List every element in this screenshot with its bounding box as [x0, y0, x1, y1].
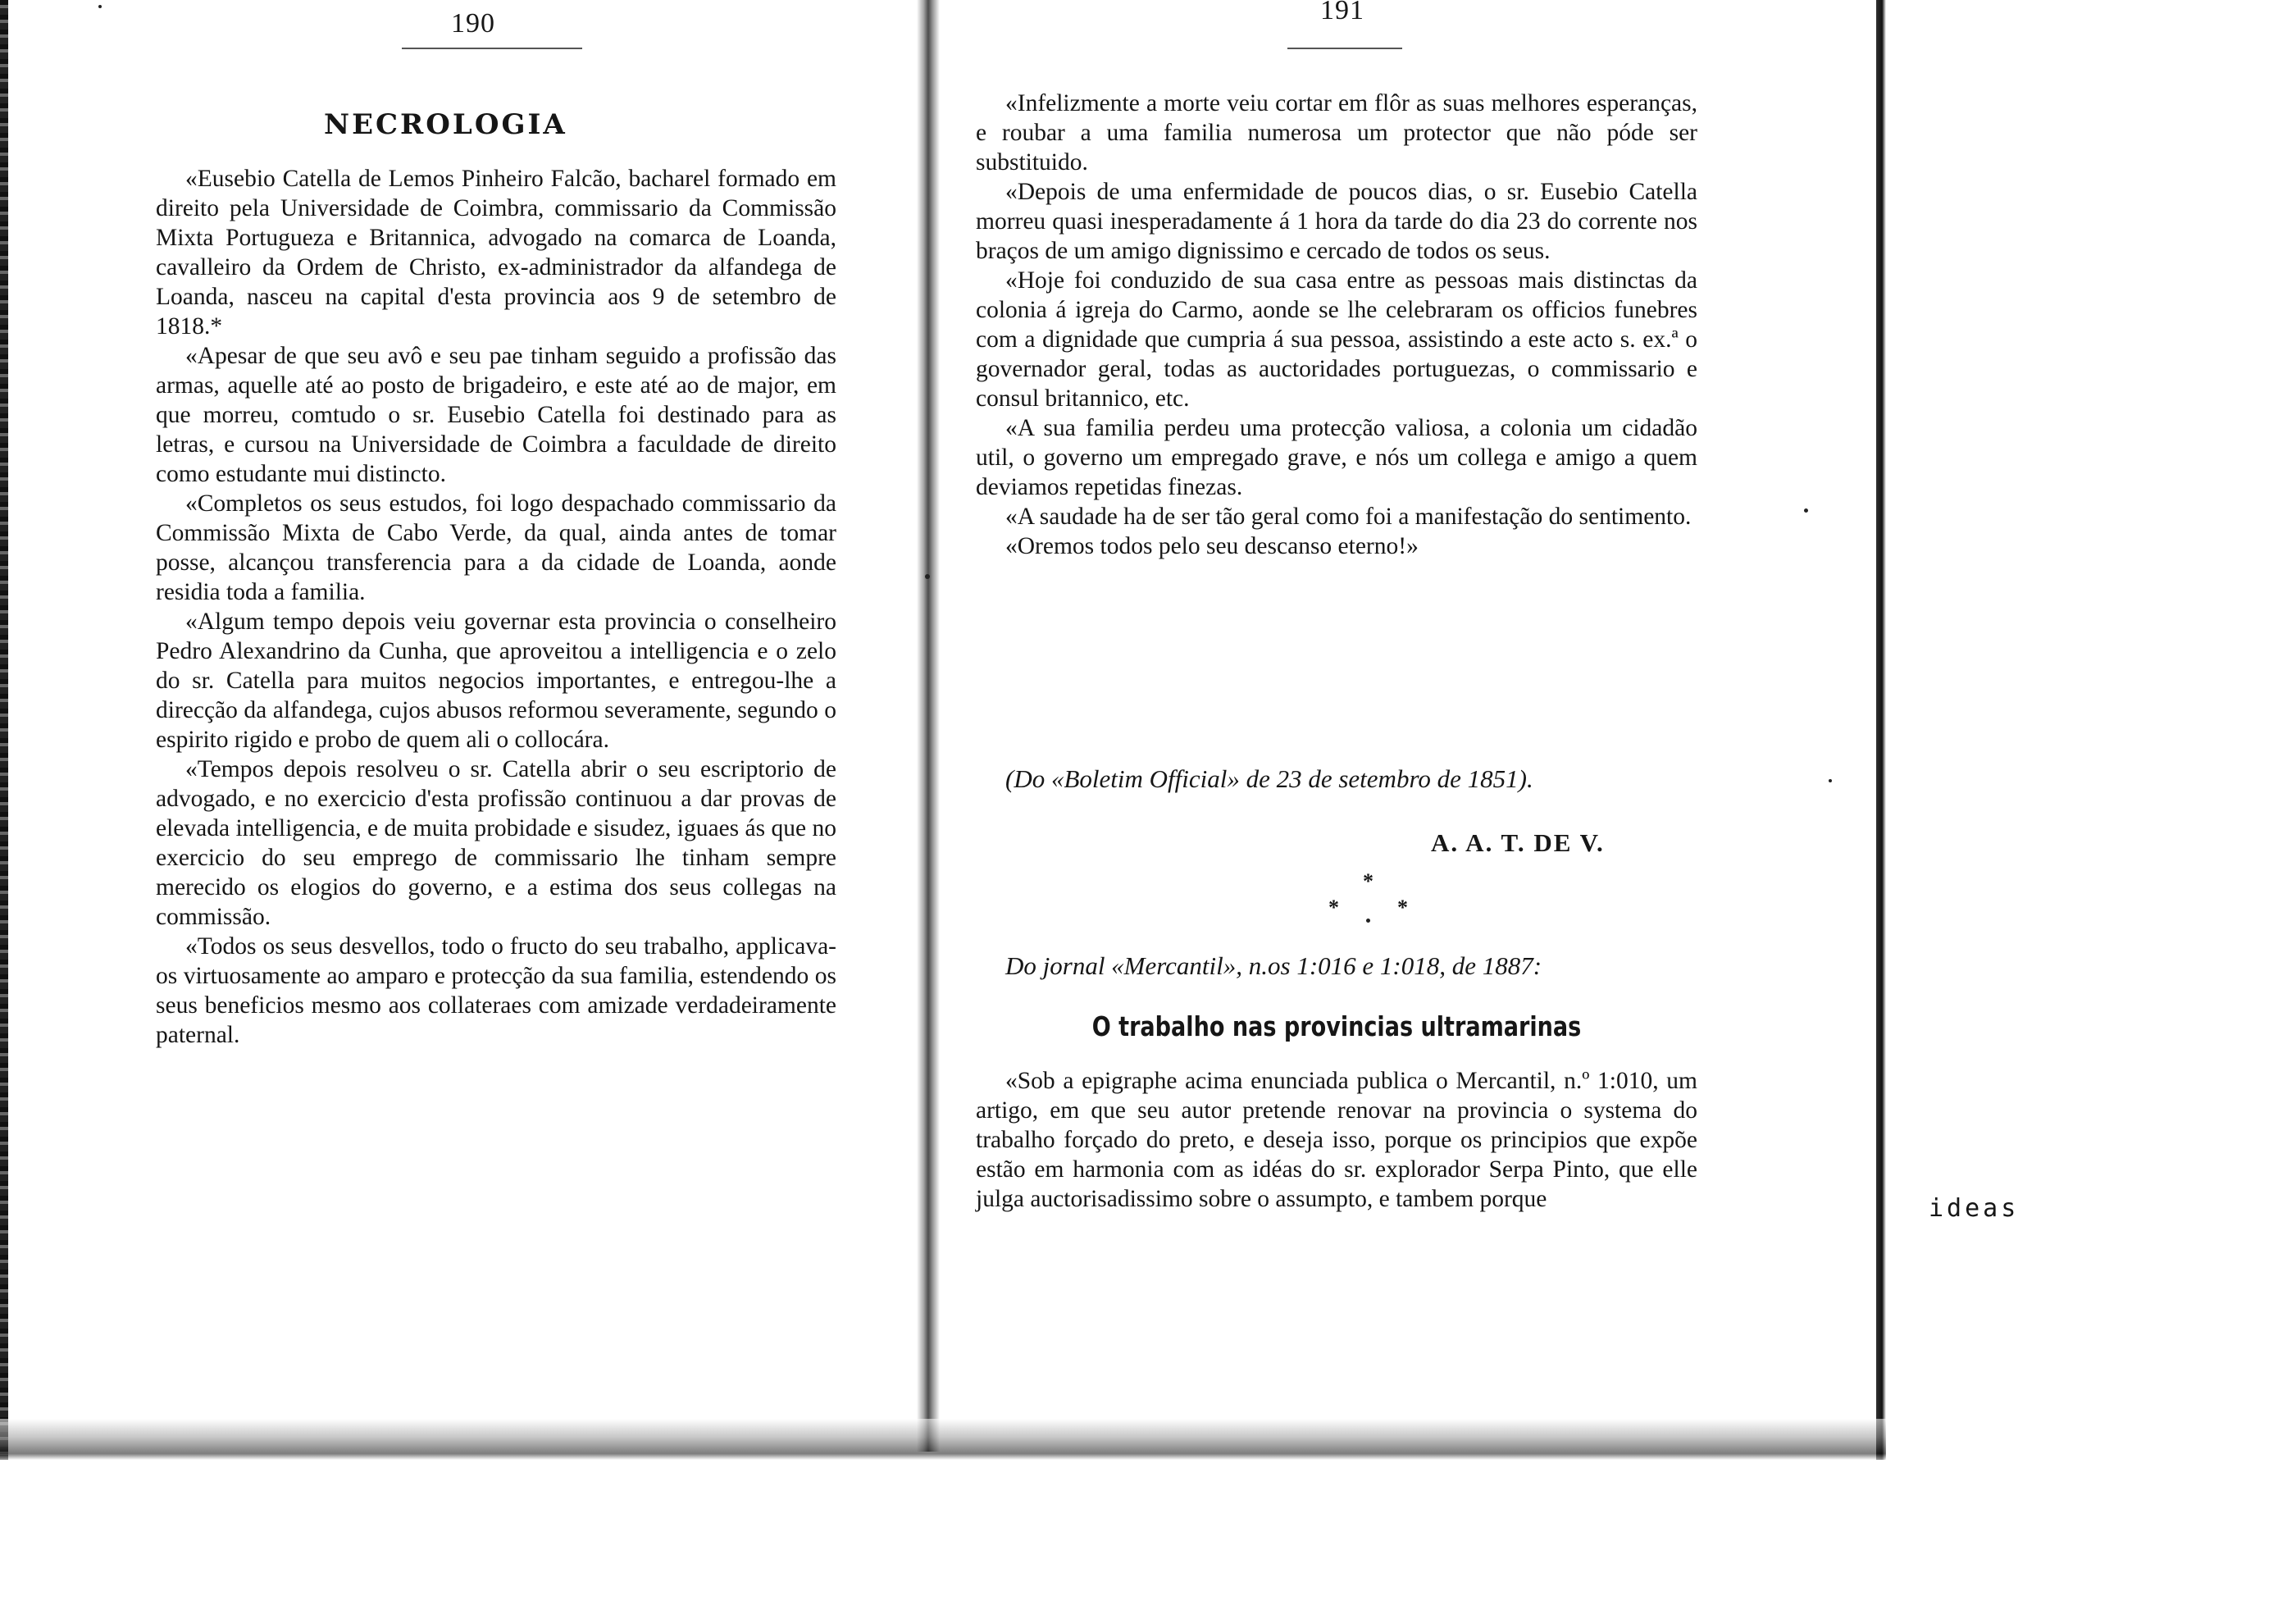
page-number-left: 190	[451, 8, 495, 39]
asterisk: *	[1397, 896, 1408, 919]
book-gutter	[917, 0, 940, 1452]
header-rule-right	[1287, 48, 1402, 49]
source-citation: (Do «Boletim Official» de 23 de setembro de 1851).	[1005, 764, 1533, 793]
paragraph: «A sua familia perdeu uma protecção valiosa, a colonia um cidadão util, o governo um empregado grave, e nós um collega e amigo a quem deviamos repetidas finezas.	[976, 415, 1697, 500]
handwritten-margin-note: ideas	[1929, 1194, 2020, 1223]
scan-speck	[98, 5, 102, 8]
paragraph: «Oremos todos pelo seu descanso eterno!»	[1005, 533, 1419, 559]
paragraph: «Hoje foi conduzido de sua casa entre as pessoas mais distinctas da colonia á igreja do Carmo, aonde se lhe celebraram os officios funebres com a dignidade que cumpria á sua pessoa, assistindo a este acto s. ex.ª o governador geral, todas as auctoridades portuguezas, o commissario e consul britannico, etc.	[976, 267, 1697, 412]
asterisk: *	[1328, 896, 1339, 919]
section-title: NECROLOGIA	[324, 108, 567, 141]
source-citation-2: Do jornal «Mercantil», n.os 1:016 e 1:018, de 1887:	[1005, 951, 1542, 980]
signature: A. A. T. DE V.	[1431, 828, 1605, 857]
paragraph: «Tempos depois resolveu o sr. Catella abrir o seu escriptorio de advogado, e no exercicio d'esta profissão continuou a dar provas de elevada intelligencia, e de muita probidade e sisudez, iguaes ás que no exercicio do seu emprego de commissario lhe tinham sempre merecido os elogios do governo, e a estima dos seus collegas na commissão.	[156, 756, 836, 930]
scan-speck	[1366, 919, 1370, 923]
asterism	[1328, 869, 1419, 935]
paragraph: «Todos os seus desvellos, todo o fructo do seu trabalho, applicava-os virtuosamente ao amparo e protecção da sua familia, estendendo os seus beneficios mesmo aos collateraes com amizade verdadeiramente paternal.	[156, 933, 836, 1048]
article-title: O trabalho nas provincias ultramarinas	[1091, 1010, 1582, 1042]
paragraph: «Algum tempo depois veiu governar esta provincia o conselheiro Pedro Alexandrino da Cunha, que aproveitou a intelligencia e o zelo do sr. Catella para muitos negocios importantes, e entregou-lhe a direcção da alfandega, cujos abusos reformou severamente, segundo o espirito rigido e probo de quem ali o collocára.	[156, 609, 836, 753]
scan-speck	[1829, 779, 1832, 782]
paragraph: «A saudade ha de ser tão geral como foi a manifestação do sentimento.	[1005, 504, 1692, 530]
asterisk: *	[1363, 869, 1374, 893]
scan-speck	[1804, 508, 1808, 513]
page-bottom-shadow	[0, 1419, 1886, 1460]
page-edge-right	[1876, 0, 1886, 1460]
paragraph: «Apesar de que seu avô e seu pae tinham seguido a profissão das armas, aquelle até ao posto de brigadeiro, e este até ao de major, em que morreu, comtudo o sr. Eusebio Catella foi destinado para as letras, e cursou na Universidade de Coimbra a faculdade de direito como estudante mui distincto.	[156, 343, 836, 487]
header-rule-left	[402, 48, 582, 49]
scan-speck	[925, 574, 930, 579]
page-number-right: 191	[1320, 0, 1364, 25]
paragraph: «Depois de uma enfermidade de poucos dias, o sr. Eusebio Catella morreu quasi inesperadamente á 1 hora da tarde do dia 23 do corrente nos braços de um amigo dignissimo e cercado de todos os seus.	[976, 179, 1697, 264]
page-edge-left	[0, 0, 8, 1460]
paragraph: «Infelizmente a morte veiu cortar em flôr as suas melhores esperanças, e roubar a uma familia numerosa um protector que não póde ser substituido.	[976, 90, 1697, 176]
paragraph: «Sob a epigraphe acima enunciada publica o Mercantil, n.º 1:010, um artigo, em que seu autor pretende renovar na provincia o systema do trabalho forçado do preto, e deseja isso, porque os principios que expõe estão em harmonia com as idéas do sr. explorador Serpa Pinto, que elle julga auctorisadissimo sobre o assumpto, e tambem porque	[976, 1068, 1697, 1212]
article-body	[976, 1066, 1697, 1214]
paragraph: «Eusebio Catella de Lemos Pinheiro Falcão, bacharel formado em direito pela Universidade de Coimbra, commissario da Commissão Mixta Portugueza e Britannica, advogado na comarca de Loanda, cavalleiro da Ordem de Christo, ex-administrador da alfandega de Loanda, nasceu na capital d'esta provincia aos 9 de setembro de 1818.*	[156, 166, 836, 340]
right-page-body	[976, 89, 1697, 561]
left-page-body	[156, 164, 836, 1050]
paragraph: «Completos os seus estudos, foi logo despachado commissario da Commissão Mixta de Cabo Verde, da qual, ainda antes de tomar posse, alcançou transferencia para a da cidade de Loanda, aonde residia toda a familia.	[156, 490, 836, 605]
